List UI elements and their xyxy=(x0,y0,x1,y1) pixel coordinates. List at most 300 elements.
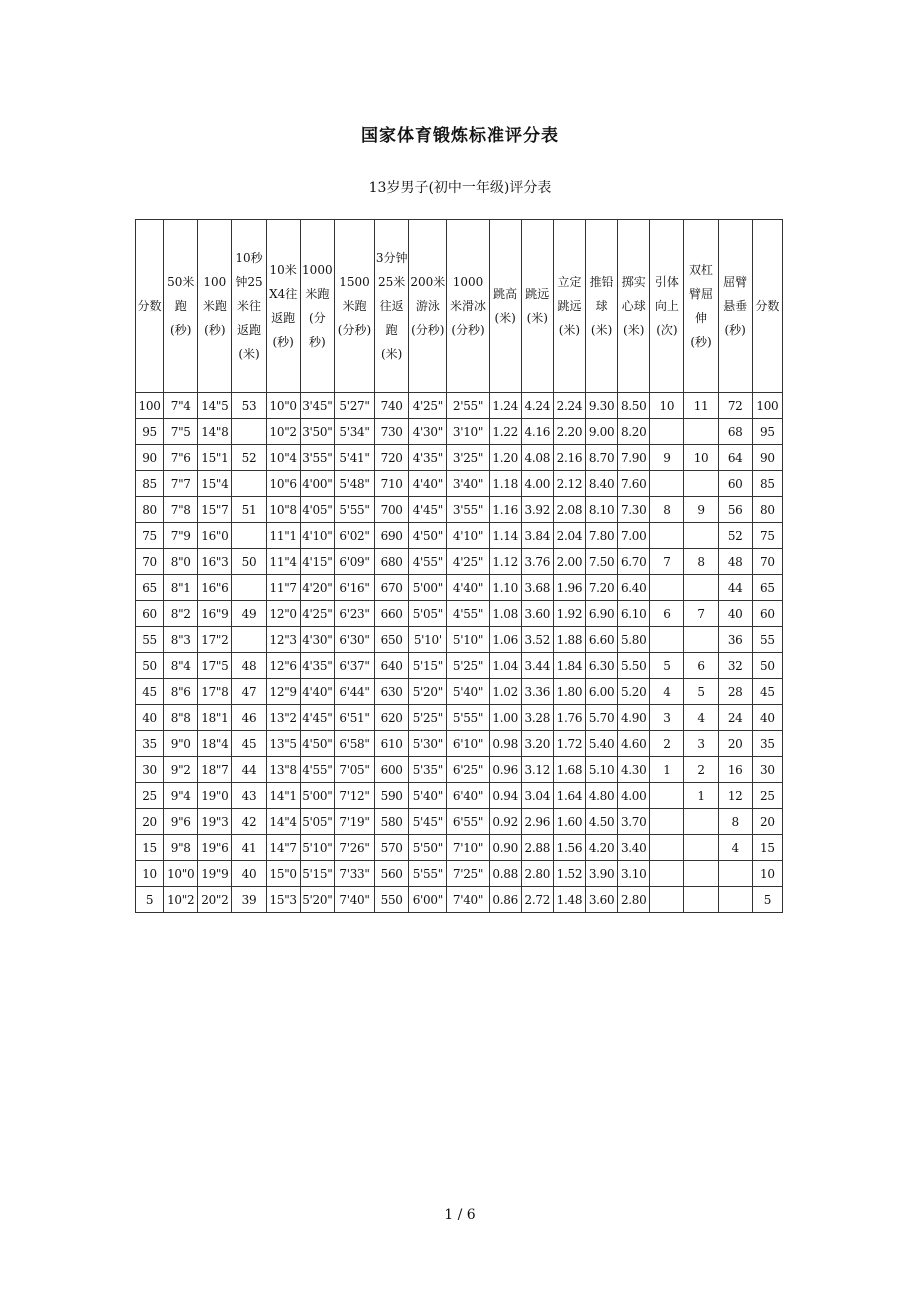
table-cell xyxy=(684,835,718,861)
table-cell: 7'12" xyxy=(334,783,374,809)
table-cell: 18"1 xyxy=(198,705,232,731)
table-cell: 17"8 xyxy=(198,679,232,705)
table-cell: 4'25" xyxy=(447,549,489,575)
table-cell xyxy=(650,887,684,913)
table-cell: 12 xyxy=(718,783,752,809)
column-header: 屈臂悬垂(秒) xyxy=(718,220,752,393)
table-cell: 18"7 xyxy=(198,757,232,783)
table-cell: 10 xyxy=(752,861,782,887)
table-cell: 5'55" xyxy=(334,497,374,523)
table-cell: 3.12 xyxy=(521,757,553,783)
table-cell: 4'55" xyxy=(300,757,334,783)
table-cell: 19"9 xyxy=(198,861,232,887)
table-cell: 9"8 xyxy=(164,835,198,861)
table-cell: 11"4 xyxy=(266,549,300,575)
table-cell: 5'34" xyxy=(334,419,374,445)
table-cell: 5 xyxy=(136,887,164,913)
table-cell xyxy=(232,419,266,445)
table-cell: 55 xyxy=(136,627,164,653)
table-cell: 80 xyxy=(752,497,782,523)
table-cell: 30 xyxy=(752,757,782,783)
table-cell: 100 xyxy=(136,393,164,419)
table-cell: 7"6 xyxy=(164,445,198,471)
table-cell: 640 xyxy=(375,653,409,679)
table-cell: 1.24 xyxy=(489,393,521,419)
table-cell: 3'25" xyxy=(447,445,489,471)
table-cell: 7 xyxy=(650,549,684,575)
table-cell: 12"0 xyxy=(266,601,300,627)
table-cell: 4.08 xyxy=(521,445,553,471)
table-cell: 6'25" xyxy=(447,757,489,783)
table-cell xyxy=(650,835,684,861)
table-cell: 1.04 xyxy=(489,653,521,679)
table-cell: 3.28 xyxy=(521,705,553,731)
table-cell: 5'10" xyxy=(300,835,334,861)
table-cell: 1.10 xyxy=(489,575,521,601)
table-cell: 4.90 xyxy=(618,705,650,731)
table-cell: 5.10 xyxy=(586,757,618,783)
table-cell: 6.30 xyxy=(586,653,618,679)
table-cell: 9 xyxy=(684,497,718,523)
table-cell: 8.10 xyxy=(586,497,618,523)
table-cell: 60 xyxy=(752,601,782,627)
table-cell: 35 xyxy=(136,731,164,757)
table-row xyxy=(136,887,783,913)
table-cell: 4.30 xyxy=(618,757,650,783)
table-cell: 7.30 xyxy=(618,497,650,523)
table-cell: 4'55" xyxy=(447,601,489,627)
table-cell xyxy=(650,419,684,445)
table-cell xyxy=(650,861,684,887)
table-cell: 6.70 xyxy=(618,549,650,575)
column-header: 分数 xyxy=(136,220,164,393)
table-cell: 7"5 xyxy=(164,419,198,445)
table-cell: 6'55" xyxy=(447,809,489,835)
table-cell: 9 xyxy=(650,445,684,471)
table-cell: 570 xyxy=(375,835,409,861)
table-cell: 0.88 xyxy=(489,861,521,887)
table-cell: 3.40 xyxy=(618,835,650,861)
table-cell: 8.20 xyxy=(618,419,650,445)
table-cell: 3 xyxy=(684,731,718,757)
table-cell: 9.00 xyxy=(586,419,618,445)
table-cell: 100 xyxy=(752,393,782,419)
table-cell: 20 xyxy=(752,809,782,835)
table-cell: 70 xyxy=(136,549,164,575)
table-cell: 20 xyxy=(718,731,752,757)
table-cell: 1 xyxy=(684,783,718,809)
table-cell: 10"8 xyxy=(266,497,300,523)
table-row xyxy=(136,549,783,575)
table-cell: 35 xyxy=(752,731,782,757)
table-cell: 36 xyxy=(718,627,752,653)
table-cell xyxy=(650,575,684,601)
table-cell: 15"7 xyxy=(198,497,232,523)
table-cell: 70 xyxy=(752,549,782,575)
table-cell: 4'30" xyxy=(300,627,334,653)
table-cell: 2.04 xyxy=(553,523,585,549)
table-cell xyxy=(650,523,684,549)
table-cell: 3.68 xyxy=(521,575,553,601)
table-cell: 32 xyxy=(718,653,752,679)
table-cell: 7"4 xyxy=(164,393,198,419)
table-cell: 550 xyxy=(375,887,409,913)
table-row xyxy=(136,861,783,887)
table-cell: 10"4 xyxy=(266,445,300,471)
table-cell: 65 xyxy=(136,575,164,601)
table-cell: 1.12 xyxy=(489,549,521,575)
table-cell: 48 xyxy=(718,549,752,575)
table-cell: 13"2 xyxy=(266,705,300,731)
column-header: 1500米跑(分秒) xyxy=(334,220,374,393)
table-cell: 5.50 xyxy=(618,653,650,679)
table-cell: 1.20 xyxy=(489,445,521,471)
table-row xyxy=(136,653,783,679)
table-cell: 1.76 xyxy=(553,705,585,731)
table-row xyxy=(136,627,783,653)
table-cell: 85 xyxy=(752,471,782,497)
table-cell: 8"8 xyxy=(164,705,198,731)
table-row xyxy=(136,731,783,757)
table-cell: 4'15" xyxy=(300,549,334,575)
table-cell: 5'10' xyxy=(409,627,447,653)
table-cell: 15"4 xyxy=(198,471,232,497)
table-cell: 10 xyxy=(136,861,164,887)
table-cell: 17"2 xyxy=(198,627,232,653)
table-cell: 6.40 xyxy=(618,575,650,601)
header-row xyxy=(136,220,783,393)
table-cell: 40 xyxy=(752,705,782,731)
table-cell: 45 xyxy=(232,731,266,757)
table-cell: 7'40" xyxy=(334,887,374,913)
table-cell: 14"1 xyxy=(266,783,300,809)
table-cell: 740 xyxy=(375,393,409,419)
table-cell: 1.68 xyxy=(553,757,585,783)
table-cell: 30 xyxy=(136,757,164,783)
table-cell: 1.52 xyxy=(553,861,585,887)
table-cell: 40 xyxy=(136,705,164,731)
table-cell: 730 xyxy=(375,419,409,445)
table-cell: 40 xyxy=(718,601,752,627)
table-cell xyxy=(232,523,266,549)
table-cell: 3.92 xyxy=(521,497,553,523)
table-cell: 19"0 xyxy=(198,783,232,809)
table-cell: 50 xyxy=(232,549,266,575)
table-cell: 3.76 xyxy=(521,549,553,575)
table-cell: 55 xyxy=(752,627,782,653)
table-cell: 4'05" xyxy=(300,497,334,523)
table-cell: 7'40" xyxy=(447,887,489,913)
table-cell: 5'35" xyxy=(409,757,447,783)
table-cell: 16"6 xyxy=(198,575,232,601)
table-cell: 3.70 xyxy=(618,809,650,835)
table-cell: 25 xyxy=(752,783,782,809)
table-cell: 45 xyxy=(752,679,782,705)
table-cell: 4'50" xyxy=(300,731,334,757)
table-cell: 7'33" xyxy=(334,861,374,887)
table-cell: 11"1 xyxy=(266,523,300,549)
table-cell: 3.60 xyxy=(521,601,553,627)
table-cell: 16"0 xyxy=(198,523,232,549)
table-cell: 4'25" xyxy=(409,393,447,419)
table-cell: 690 xyxy=(375,523,409,549)
table-cell: 0.86 xyxy=(489,887,521,913)
table-cell: 3.52 xyxy=(521,627,553,653)
table-cell: 19"3 xyxy=(198,809,232,835)
table-cell: 39 xyxy=(232,887,266,913)
table-cell xyxy=(684,627,718,653)
table-cell: 3.04 xyxy=(521,783,553,809)
table-cell: 1.00 xyxy=(489,705,521,731)
table-cell: 64 xyxy=(718,445,752,471)
column-header: 3分钟25米往返跑(米) xyxy=(375,220,409,393)
column-header: 双杠臂屈伸(秒) xyxy=(684,220,718,393)
table-cell: 85 xyxy=(136,471,164,497)
table-cell: 10 xyxy=(650,393,684,419)
table-cell: 56 xyxy=(718,497,752,523)
table-cell: 6.00 xyxy=(586,679,618,705)
table-cell xyxy=(684,861,718,887)
table-cell: 5 xyxy=(684,679,718,705)
table-cell: 1.14 xyxy=(489,523,521,549)
table-cell: 28 xyxy=(718,679,752,705)
table-cell: 3.36 xyxy=(521,679,553,705)
table-cell: 0.90 xyxy=(489,835,521,861)
table-cell: 90 xyxy=(136,445,164,471)
table-cell: 8"1 xyxy=(164,575,198,601)
table-cell: 2.88 xyxy=(521,835,553,861)
table-cell: 10"2 xyxy=(164,887,198,913)
table-cell: 1.02 xyxy=(489,679,521,705)
table-cell: 4.00 xyxy=(618,783,650,809)
table-cell: 10"6 xyxy=(266,471,300,497)
table-cell: 49 xyxy=(232,601,266,627)
table-cell: 5'48" xyxy=(334,471,374,497)
table-cell xyxy=(232,627,266,653)
table-cell: 600 xyxy=(375,757,409,783)
table-cell: 5'55" xyxy=(447,705,489,731)
table-cell: 1.16 xyxy=(489,497,521,523)
table-cell: 1.80 xyxy=(553,679,585,705)
table-cell: 6'10" xyxy=(447,731,489,757)
table-cell: 72 xyxy=(718,393,752,419)
table-cell: 4'30" xyxy=(409,419,447,445)
table-cell: 7.90 xyxy=(618,445,650,471)
table-cell: 4'00" xyxy=(300,471,334,497)
table-cell: 7 xyxy=(684,601,718,627)
table-cell: 13"5 xyxy=(266,731,300,757)
table-row xyxy=(136,705,783,731)
table-row xyxy=(136,393,783,419)
table-cell: 2.12 xyxy=(553,471,585,497)
table-cell: 10"2 xyxy=(266,419,300,445)
table-cell: 12"9 xyxy=(266,679,300,705)
table-cell: 2.00 xyxy=(553,549,585,575)
table-cell: 80 xyxy=(136,497,164,523)
table-cell: 8 xyxy=(718,809,752,835)
table-cell: 20 xyxy=(136,809,164,835)
table-cell xyxy=(684,575,718,601)
table-cell: 19"6 xyxy=(198,835,232,861)
table-cell: 60 xyxy=(718,471,752,497)
score-table xyxy=(135,219,783,913)
table-cell: 7.80 xyxy=(586,523,618,549)
table-cell: 24 xyxy=(718,705,752,731)
table-cell: 5'40" xyxy=(409,783,447,809)
table-cell: 1.08 xyxy=(489,601,521,627)
table-cell: 3 xyxy=(650,705,684,731)
table-cell: 4.16 xyxy=(521,419,553,445)
table-cell: 2 xyxy=(684,757,718,783)
column-header: 掷实心球(米) xyxy=(618,220,650,393)
table-cell: 25 xyxy=(136,783,164,809)
table-cell: 48 xyxy=(232,653,266,679)
table-cell: 13"8 xyxy=(266,757,300,783)
table-cell: 7"9 xyxy=(164,523,198,549)
table-cell: 1.18 xyxy=(489,471,521,497)
table-row xyxy=(136,497,783,523)
table-cell: 720 xyxy=(375,445,409,471)
table-cell: 560 xyxy=(375,861,409,887)
table-cell xyxy=(650,783,684,809)
table-cell: 4'40" xyxy=(409,471,447,497)
table-cell: 41 xyxy=(232,835,266,861)
table-cell: 42 xyxy=(232,809,266,835)
table-cell: 3.20 xyxy=(521,731,553,757)
table-cell: 7"8 xyxy=(164,497,198,523)
table-cell xyxy=(650,471,684,497)
table-body xyxy=(136,393,783,913)
table-cell: 2.72 xyxy=(521,887,553,913)
table-row xyxy=(136,809,783,835)
table-cell: 5'00" xyxy=(300,783,334,809)
table-row xyxy=(136,783,783,809)
table-cell: 16"9 xyxy=(198,601,232,627)
table-cell: 44 xyxy=(232,757,266,783)
table-cell: 15"0 xyxy=(266,861,300,887)
table-cell: 53 xyxy=(232,393,266,419)
page-number: 1 / 6 xyxy=(444,1207,476,1223)
table-cell: 4'20" xyxy=(300,575,334,601)
table-cell: 47 xyxy=(232,679,266,705)
table-cell: 6.10 xyxy=(618,601,650,627)
table-cell: 52 xyxy=(232,445,266,471)
table-cell: 2.24 xyxy=(553,393,585,419)
table-cell: 7'26" xyxy=(334,835,374,861)
table-cell: 6'02" xyxy=(334,523,374,549)
table-cell: 680 xyxy=(375,549,409,575)
table-cell: 14"7 xyxy=(266,835,300,861)
table-cell: 2.96 xyxy=(521,809,553,835)
table-cell: 60 xyxy=(136,601,164,627)
table-cell: 9"6 xyxy=(164,809,198,835)
table-cell: 12"6 xyxy=(266,653,300,679)
table-row xyxy=(136,575,783,601)
table-cell: 8"6 xyxy=(164,679,198,705)
table-cell: 1 xyxy=(650,757,684,783)
table-cell: 52 xyxy=(718,523,752,549)
table-cell: 7.60 xyxy=(618,471,650,497)
table-cell: 2.80 xyxy=(521,861,553,887)
table-cell: 95 xyxy=(136,419,164,445)
table-row xyxy=(136,601,783,627)
table-row xyxy=(136,679,783,705)
table-cell: 11 xyxy=(684,393,718,419)
column-header: 10秒钟25米往返跑(米) xyxy=(232,220,266,393)
table-cell: 7.20 xyxy=(586,575,618,601)
table-cell xyxy=(718,861,752,887)
table-cell: 4'10" xyxy=(447,523,489,549)
table-cell: 1.84 xyxy=(553,653,585,679)
column-header: 立定跳远(米) xyxy=(553,220,585,393)
table-cell: 650 xyxy=(375,627,409,653)
table-cell: 6'40" xyxy=(447,783,489,809)
table-cell: 2.80 xyxy=(618,887,650,913)
table-cell: 6.60 xyxy=(586,627,618,653)
table-cell: 5'05" xyxy=(409,601,447,627)
table-cell: 1.96 xyxy=(553,575,585,601)
table-cell: 6.90 xyxy=(586,601,618,627)
table-cell: 5'10" xyxy=(447,627,489,653)
table-cell: 1.88 xyxy=(553,627,585,653)
table-cell xyxy=(684,471,718,497)
table-cell: 3.90 xyxy=(586,861,618,887)
column-header: 100米跑(秒) xyxy=(198,220,232,393)
table-cell: 4.50 xyxy=(586,809,618,835)
table-cell: 5'15" xyxy=(300,861,334,887)
table-cell: 0.94 xyxy=(489,783,521,809)
table-cell: 3'50" xyxy=(300,419,334,445)
table-cell: 8"0 xyxy=(164,549,198,575)
table-subtitle: 13岁男子(初中一年级)评分表 xyxy=(368,180,552,196)
table-cell: 5'50" xyxy=(409,835,447,861)
table-cell: 20"2 xyxy=(198,887,232,913)
table-cell: 8.50 xyxy=(618,393,650,419)
table-row xyxy=(136,471,783,497)
table-cell: 4'50" xyxy=(409,523,447,549)
table-cell: 6'58" xyxy=(334,731,374,757)
table-cell: 9"2 xyxy=(164,757,198,783)
table-cell: 95 xyxy=(752,419,782,445)
table-cell: 45 xyxy=(136,679,164,705)
table-cell: 6'09" xyxy=(334,549,374,575)
table-cell: 1.48 xyxy=(553,887,585,913)
table-cell: 5.70 xyxy=(586,705,618,731)
table-cell: 2.16 xyxy=(553,445,585,471)
table-cell: 16 xyxy=(718,757,752,783)
table-cell: 4.00 xyxy=(521,471,553,497)
table-cell: 0.98 xyxy=(489,731,521,757)
table-cell xyxy=(232,471,266,497)
table-cell: 14"5 xyxy=(198,393,232,419)
table-cell: 1.22 xyxy=(489,419,521,445)
table-cell xyxy=(684,809,718,835)
table-row xyxy=(136,445,783,471)
column-header: 引体向上(次) xyxy=(650,220,684,393)
column-header: 10米X4往返跑(秒) xyxy=(266,220,300,393)
table-row xyxy=(136,523,783,549)
table-cell: 40 xyxy=(232,861,266,887)
table-cell: 5'20" xyxy=(409,679,447,705)
table-cell: 4'45" xyxy=(409,497,447,523)
table-row xyxy=(136,757,783,783)
table-cell: 9"0 xyxy=(164,731,198,757)
table-cell: 5'05" xyxy=(300,809,334,835)
table-cell: 630 xyxy=(375,679,409,705)
table-cell: 75 xyxy=(136,523,164,549)
table-cell: 5.80 xyxy=(618,627,650,653)
table-cell: 7.00 xyxy=(618,523,650,549)
